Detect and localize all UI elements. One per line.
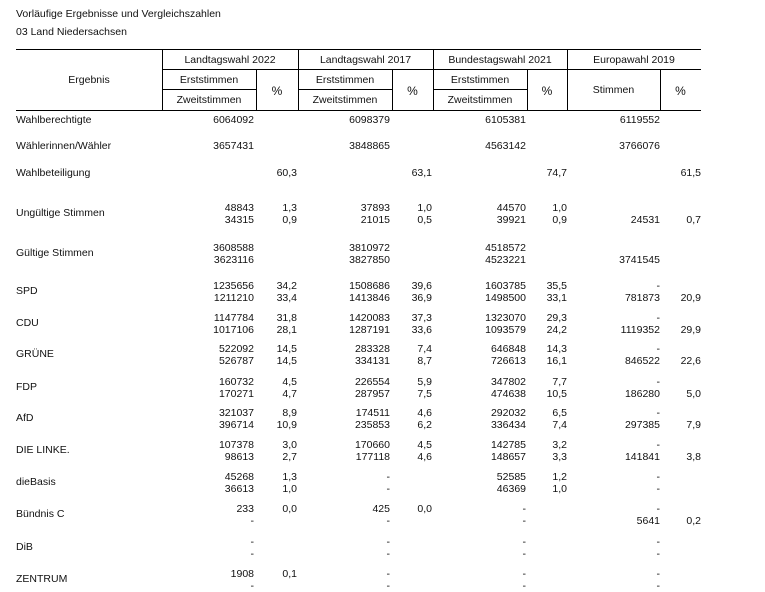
value-cell: 107378	[218, 439, 254, 451]
value-cell: -	[386, 515, 390, 527]
value-cell: -	[656, 439, 660, 451]
percent-cell: 33,6	[411, 324, 432, 336]
header-rule-2	[162, 89, 256, 90]
percent-cell: 1,0	[282, 483, 297, 495]
header-erststimmen: Erststimmen	[450, 74, 510, 86]
value-cell: 3827850	[349, 254, 390, 266]
percent-cell: 14,5	[276, 355, 297, 367]
value-cell: 283328	[354, 343, 390, 355]
header-erststimmen: Erststimmen	[315, 74, 375, 86]
value-cell: 37893	[360, 202, 390, 214]
value-cell: 347802	[490, 376, 526, 388]
value-cell: 3766076	[619, 140, 660, 152]
value-cell: 1323070	[485, 312, 526, 324]
value-cell: 1498500	[485, 292, 526, 304]
value-cell: -	[386, 568, 390, 580]
value-cell: 1211210	[213, 292, 254, 304]
percent-cell: 7,5	[417, 388, 432, 400]
value-cell: 846522	[624, 355, 660, 367]
value-cell: 170660	[354, 439, 390, 451]
percent-cell: 31,8	[276, 312, 297, 324]
percent-cell: 39,6	[411, 280, 432, 292]
percent-cell: 1,0	[417, 202, 432, 214]
percent-cell: 28,1	[276, 324, 297, 336]
region-title: 03 Land Niedersachsen	[16, 26, 127, 38]
percent-cell: 14,5	[276, 343, 297, 355]
value-cell: -	[656, 536, 660, 548]
header-percent: %	[675, 84, 686, 98]
value-cell: 3848865	[349, 140, 390, 152]
value-cell: 186280	[624, 388, 660, 400]
percent-cell: 7,7	[552, 376, 567, 388]
row-label: SPD	[16, 285, 38, 297]
value-cell: 34315	[224, 214, 254, 226]
value-cell: 1119352	[620, 324, 660, 336]
value-cell: -	[522, 568, 526, 580]
percent-cell: 3,3	[552, 451, 567, 463]
percent-cell: 63,1	[411, 167, 432, 179]
percent-cell: 1,3	[282, 471, 297, 483]
value-cell: -	[656, 376, 660, 388]
row-label: FDP	[16, 381, 37, 393]
value-cell: 1147784	[213, 312, 254, 324]
value-cell: -	[656, 568, 660, 580]
percent-cell: 10,5	[546, 388, 567, 400]
value-cell: -	[386, 580, 390, 592]
header-election-title: Landtagswahl 2022	[184, 54, 276, 66]
percent-cell: 22,6	[680, 355, 701, 367]
value-cell: 4563142	[485, 140, 526, 152]
percent-cell: 1,0	[552, 202, 567, 214]
value-cell: -	[656, 580, 660, 592]
percent-cell: 6,5	[552, 407, 567, 419]
row-label: GRÜNE	[16, 348, 54, 360]
percent-cell: 4,7	[282, 388, 297, 400]
percent-cell: 6,2	[417, 419, 432, 431]
percent-cell: 29,3	[546, 312, 567, 324]
percent-cell: 7,4	[417, 343, 432, 355]
value-cell: 396714	[218, 419, 254, 431]
percent-cell: 36,9	[411, 292, 432, 304]
value-cell: 292032	[490, 407, 526, 419]
value-cell: -	[656, 548, 660, 560]
value-cell: -	[386, 548, 390, 560]
percent-cell: 0,9	[282, 214, 297, 226]
value-cell: 726613	[490, 355, 526, 367]
value-cell: -	[250, 580, 254, 592]
value-cell: 321037	[218, 407, 254, 419]
value-cell: 6098379	[349, 114, 390, 126]
percent-cell: 5,0	[686, 388, 701, 400]
row-label: DiB	[16, 541, 33, 553]
value-cell: 170271	[218, 388, 254, 400]
header-election-title: Europawahl 2019	[593, 54, 675, 66]
value-cell: 297385	[624, 419, 660, 431]
value-cell: 425	[372, 503, 390, 515]
percent-cell: 7,9	[686, 419, 701, 431]
row-label: dieBasis	[16, 476, 56, 488]
value-cell: 160732	[218, 376, 254, 388]
header-rule-1	[162, 69, 701, 70]
row-label: Wahlberechtigte	[16, 114, 92, 126]
value-cell: 5641	[636, 515, 660, 527]
percent-cell: 35,5	[546, 280, 567, 292]
percent-cell: 37,3	[411, 312, 432, 324]
percent-cell: 10,9	[276, 419, 297, 431]
percent-cell: 0,2	[686, 515, 701, 527]
percent-cell: 0,5	[417, 214, 432, 226]
value-cell: 3810972	[349, 242, 390, 254]
percent-cell: 3,0	[282, 439, 297, 451]
header-erststimmen: Erststimmen	[179, 74, 239, 86]
value-cell: 4518572	[485, 242, 526, 254]
header-percent: %	[407, 84, 418, 98]
value-cell: 177118	[355, 451, 390, 463]
header-election-title: Landtagswahl 2017	[319, 54, 412, 66]
header-rule-3	[298, 89, 392, 90]
value-cell: -	[656, 407, 660, 419]
percent-cell: 14,3	[546, 343, 567, 355]
value-cell: 6119552	[619, 114, 660, 126]
value-cell: 21015	[360, 214, 390, 226]
percent-cell: 7,4	[552, 419, 567, 431]
value-cell: 3657431	[213, 140, 254, 152]
value-cell: -	[522, 515, 526, 527]
percent-cell: 33,4	[276, 292, 297, 304]
header-bottom-rule	[16, 110, 701, 111]
value-cell: 1908	[230, 568, 254, 580]
header-rule-4	[433, 89, 527, 90]
value-cell: -	[250, 536, 254, 548]
value-cell: 334131	[354, 355, 390, 367]
percent-cell: 0,0	[282, 503, 297, 515]
value-cell: 48843	[224, 202, 254, 214]
header-percent: %	[541, 84, 553, 98]
percent-cell: 60,3	[276, 167, 297, 179]
percent-cell: 0,9	[552, 214, 567, 226]
value-cell: -	[386, 471, 390, 483]
row-label: Wahlbeteiligung	[16, 167, 91, 179]
value-cell: -	[656, 483, 660, 495]
value-cell: 4523221	[485, 254, 526, 266]
percent-cell: 16,1	[546, 355, 567, 367]
percent-cell: 29,9	[680, 324, 701, 336]
row-label: ZENTRUM	[16, 573, 68, 585]
value-cell: 235853	[354, 419, 390, 431]
percent-cell: 1,3	[282, 202, 297, 214]
value-cell: 3608588	[213, 242, 254, 254]
value-cell: 474638	[490, 388, 526, 400]
percent-cell: 4,5	[417, 439, 432, 451]
value-cell: 233	[236, 503, 254, 515]
value-cell: 522092	[218, 343, 254, 355]
value-cell: -	[386, 483, 390, 495]
percent-cell: 61,5	[680, 167, 701, 179]
percent-cell: 4,6	[417, 407, 432, 419]
table-top-rule	[16, 49, 701, 50]
percent-cell: 0,0	[417, 503, 432, 515]
value-cell: 336434	[490, 419, 526, 431]
value-cell: 98613	[224, 451, 254, 463]
value-cell: 45268	[224, 471, 254, 483]
value-cell: 141841	[624, 451, 660, 463]
percent-cell: 0,1	[282, 568, 297, 580]
percent-cell: 74,7	[546, 167, 567, 179]
value-cell: 39921	[496, 214, 526, 226]
value-cell: -	[522, 580, 526, 592]
value-cell: 52585	[496, 471, 526, 483]
header-zweitstimmen: Zweitstimmen	[447, 94, 513, 106]
value-cell: 781873	[624, 292, 660, 304]
percent-cell: 20,9	[680, 292, 701, 304]
value-cell: -	[656, 343, 660, 355]
percent-cell: 1,2	[552, 471, 567, 483]
value-cell: 1287191	[349, 324, 390, 336]
header-zweitstimmen: Zweitstimmen	[312, 94, 378, 106]
value-cell: 142785	[490, 439, 526, 451]
value-cell: 174511	[355, 407, 390, 419]
value-cell: -	[656, 280, 660, 292]
value-cell: 3741545	[619, 254, 660, 266]
value-cell: -	[250, 548, 254, 560]
row-label: Gültige Stimmen	[16, 247, 94, 259]
percent-cell: 0,7	[686, 214, 701, 226]
value-cell: -	[656, 312, 660, 324]
value-cell: 6105381	[485, 114, 526, 126]
percent-cell: 5,9	[417, 376, 432, 388]
header-percent: %	[271, 84, 283, 98]
percent-cell: 4,6	[417, 451, 432, 463]
value-cell: -	[522, 548, 526, 560]
report-title: Vorläufige Ergebnisse und Vergleichszahlen	[16, 8, 221, 20]
value-cell: 36613	[224, 483, 254, 495]
value-cell: 1508686	[349, 280, 390, 292]
value-cell: -	[656, 471, 660, 483]
percent-cell: 2,7	[282, 451, 297, 463]
percent-cell: 4,5	[282, 376, 297, 388]
row-label: Bündnis C	[16, 508, 65, 520]
percent-cell: 3,2	[552, 439, 567, 451]
value-cell: 226554	[354, 376, 390, 388]
value-cell: 24531	[630, 214, 660, 226]
row-label: Ungültige Stimmen	[16, 207, 105, 219]
row-label: AfD	[16, 412, 34, 424]
value-cell: -	[522, 536, 526, 548]
row-label: CDU	[16, 317, 39, 329]
value-cell: -	[250, 515, 254, 527]
percent-cell: 24,2	[546, 324, 567, 336]
value-cell: 1413846	[349, 292, 390, 304]
value-cell: 148657	[490, 451, 526, 463]
value-cell: 1093579	[485, 324, 526, 336]
value-cell: 287957	[354, 388, 390, 400]
header-ergebnis: Ergebnis	[68, 74, 110, 86]
value-cell: 526787	[218, 355, 254, 367]
header-election-title: Bundestagswahl 2021	[448, 54, 552, 66]
percent-cell: 33,1	[546, 292, 567, 304]
value-cell: 3623116	[213, 254, 254, 266]
percent-cell: 8,7	[417, 355, 432, 367]
value-cell: 6064092	[213, 114, 254, 126]
value-cell: 46369	[496, 483, 526, 495]
value-cell: -	[522, 503, 526, 515]
percent-cell: 34,2	[276, 280, 297, 292]
value-cell: 1235656	[213, 280, 254, 292]
value-cell: 44570	[496, 202, 526, 214]
value-cell: 1017106	[213, 324, 254, 336]
value-cell: 1420083	[349, 312, 390, 324]
row-label: Wählerinnen/Wähler	[16, 140, 112, 152]
header-stimmen: Stimmen	[592, 84, 635, 96]
value-cell: -	[386, 536, 390, 548]
percent-cell: 1,0	[552, 483, 567, 495]
value-cell: 646848	[490, 343, 526, 355]
percent-cell: 3,8	[686, 451, 701, 463]
value-cell: -	[656, 503, 660, 515]
value-cell: 1603785	[485, 280, 526, 292]
percent-cell: 8,9	[282, 407, 297, 419]
row-label: DIE LINKE.	[16, 444, 70, 456]
header-zweitstimmen: Zweitstimmen	[176, 94, 242, 106]
